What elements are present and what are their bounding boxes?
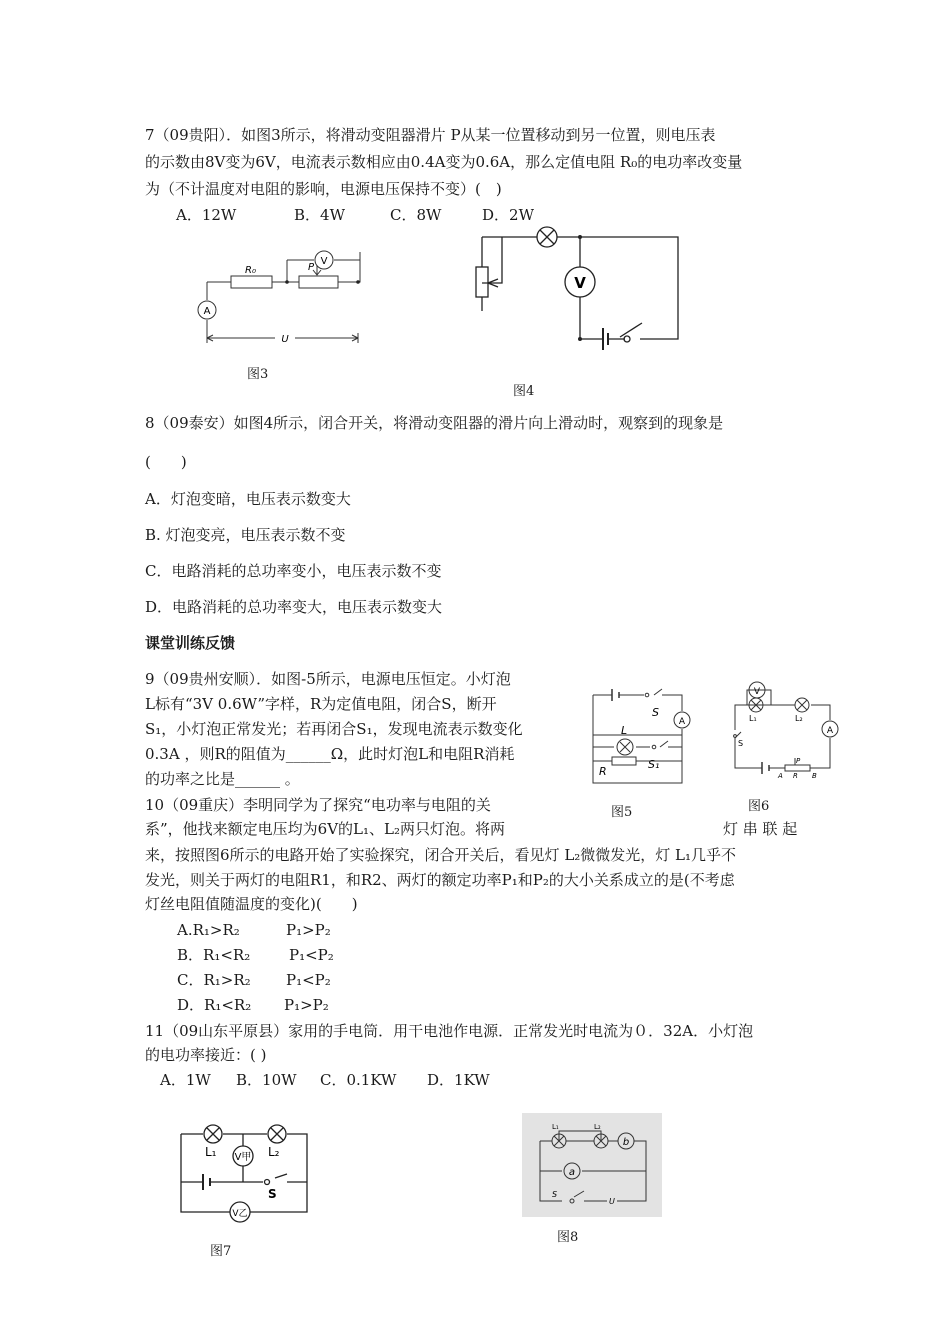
- q7-option-a: A．12W: [176, 206, 237, 224]
- fig6-label-a-end: A: [778, 772, 783, 780]
- q10-line-1: 10（09重庆）李明同学为了探究“电功率与电阻的关: [145, 796, 491, 814]
- q10-option-c-r: C．R₁>R₂: [177, 971, 251, 989]
- q8-line-1: 8（09泰安）如图4所示，闭合开关，将滑动变阻器的滑片向上滑动时，观察到的现象是: [145, 414, 724, 432]
- resistor-symbol: [612, 757, 636, 765]
- q7-line-1: 7（09贵阳）．如图3所示，将滑动变阻器滑片 P从某一位置移动到另一位置，则电压表: [145, 126, 716, 144]
- q7-line-2: 的示数由8V变为6V，电流表示数相应由0.4A变为0.6A，那么定值电阻 R₀的电功率改变量: [145, 153, 743, 171]
- q7-option-b: B．4W: [294, 206, 345, 224]
- fig6-label-b-end: B: [812, 772, 817, 780]
- q7-option-c: C．8W: [390, 206, 442, 224]
- fig5-label-a: A: [678, 717, 686, 727]
- figure-6-caption: 图6: [748, 799, 770, 814]
- q11-line-1: 11（09山东平原县）家用的手电筒．用干电池作电源．正常发光时电流为０．32A．小灯泡: [145, 1022, 754, 1040]
- fig6-label-p: P: [796, 757, 801, 765]
- q9-line-4: 0.3A ，则R的阻值为______Ω，此时灯泡L和电阻R消耗: [145, 745, 515, 763]
- fig6-label-l1: L₁: [749, 714, 757, 723]
- fig8-label-l2: L₂: [594, 1123, 601, 1131]
- figure-6-circuit: [725, 680, 850, 780]
- fig7-label-l2: L₂: [268, 1145, 280, 1159]
- q10-option-d-r: D．R₁<R₂: [177, 996, 252, 1014]
- figure-3-caption: 图3: [247, 367, 269, 382]
- fig6-label-s: S: [738, 739, 744, 748]
- q10-option-a-r: A.R₁>R₂: [177, 921, 240, 939]
- figure-4-circuit: [470, 225, 690, 350]
- fig5-label-s1: S₁: [648, 758, 660, 771]
- q10-option-b-r: B．R₁<R₂: [177, 946, 251, 964]
- q11-option-c: C．0.1KW: [320, 1071, 397, 1089]
- figure-4-caption: 图4: [513, 384, 535, 399]
- fig7-label-v1: V甲: [234, 1152, 252, 1163]
- fig3-label-r0: R₀: [245, 265, 256, 276]
- q9-line-3: S₁，小灯泡正常发光；若再闭合S₁，发现电流表示数变化: [145, 720, 523, 738]
- figure-3-circuit: [195, 230, 375, 355]
- q11-option-a: A．1W: [160, 1071, 211, 1089]
- q9-line-2: L标有“3V 0.6W”字样，R为定值电阻，闭合S，断开: [145, 695, 497, 713]
- fig6-label-a: A: [826, 726, 834, 736]
- fig8-label-u: U: [609, 1197, 615, 1206]
- figure-7-caption: 图7: [210, 1244, 232, 1259]
- fig5-label-r: R: [599, 765, 607, 778]
- fig7-label-v2: V乙: [232, 1209, 248, 1219]
- fig3-label-v: V: [320, 256, 328, 267]
- r0-resistor-symbol: [231, 276, 272, 288]
- fig5-label-s: S: [652, 706, 659, 719]
- q10-line-2b: 灯 串 联 起: [723, 820, 798, 838]
- q11-option-b: B．10W: [236, 1071, 297, 1089]
- figure-5-circuit: [590, 683, 695, 788]
- q8-option-b: B. 灯泡变亮，电压表示数不变: [145, 526, 346, 544]
- fig3-label-a: A: [203, 306, 211, 317]
- q8-option-c: C．电路消耗的总功率变小，电压表示数不变: [145, 562, 442, 580]
- q11-line-2: 的电功率接近：( ): [145, 1046, 267, 1064]
- q9-line-1: 9（09贵州安顺）．如图-5所示，电源电压恒定。小灯泡: [145, 670, 511, 688]
- fig6-label-r: R: [793, 772, 798, 780]
- figure-8-caption: 图8: [557, 1230, 579, 1245]
- fig7-label-l1: L₁: [205, 1145, 217, 1159]
- q10-line-2a: 系”，他找来额定电压均为6V的L₁、L₂两只灯泡。将两: [145, 820, 505, 838]
- figure-8-circuit: [522, 1113, 662, 1217]
- fig3-label-u: U: [281, 334, 289, 345]
- section-heading: 课堂训练反馈: [145, 634, 236, 652]
- q10-line-3: 来，按照图6所示的电路开始了实验探究，闭合开关后，看见灯 L₂微微发光，灯 L₁几乎不: [145, 846, 737, 864]
- fig4-label-v: V: [574, 274, 586, 292]
- fig7-label-s: S: [268, 1187, 277, 1201]
- fig8-label-b: b: [622, 1137, 630, 1148]
- rheostat-symbol: [299, 276, 338, 288]
- q8-option-d: D．电路消耗的总功率变大，电压表示数变大: [145, 598, 443, 616]
- q10-line-5: 灯丝电阻值随温度的变化)( ): [145, 895, 358, 913]
- q7-line-3: 为（不计温度对电阻的影响，电源电压保持不变）( ): [145, 180, 502, 198]
- fig8-label-s: S: [552, 1190, 558, 1199]
- fig6-label-l2: L₂: [795, 714, 803, 723]
- fig8-label-l1: L₁: [552, 1123, 559, 1131]
- q8-option-a: A．灯泡变暗，电压表示数变大: [145, 490, 351, 508]
- figure-7-circuit: [175, 1120, 315, 1230]
- fig6-label-v: V: [753, 687, 761, 697]
- fig5-label-l: L: [621, 724, 628, 737]
- figure-5-caption: 图5: [611, 805, 633, 820]
- q10-option-c-p: P₁<P₂: [286, 971, 331, 989]
- rheostat-symbol: [476, 267, 488, 297]
- q10-line-4: 发光，则关于两灯的电阻R1，和R2、两灯的额定功率P₁和P₂的大小关系成立的是(不考虑: [145, 871, 735, 889]
- fig3-label-p: P: [308, 262, 315, 273]
- q9-line-5: 的功率之比是______ 。: [145, 770, 300, 788]
- fig8-label-a: a: [568, 1167, 576, 1178]
- q10-option-a-p: P₁>P₂: [286, 921, 331, 939]
- rheostat-symbol: [785, 765, 810, 771]
- q11-option-d: D．1KW: [427, 1071, 490, 1089]
- q8-line-2: ( ): [145, 453, 187, 471]
- q10-option-d-p: P₁>P₂: [284, 996, 329, 1014]
- q10-option-b-p: P₁<P₂: [289, 946, 334, 964]
- q7-option-d: D．2W: [482, 206, 534, 224]
